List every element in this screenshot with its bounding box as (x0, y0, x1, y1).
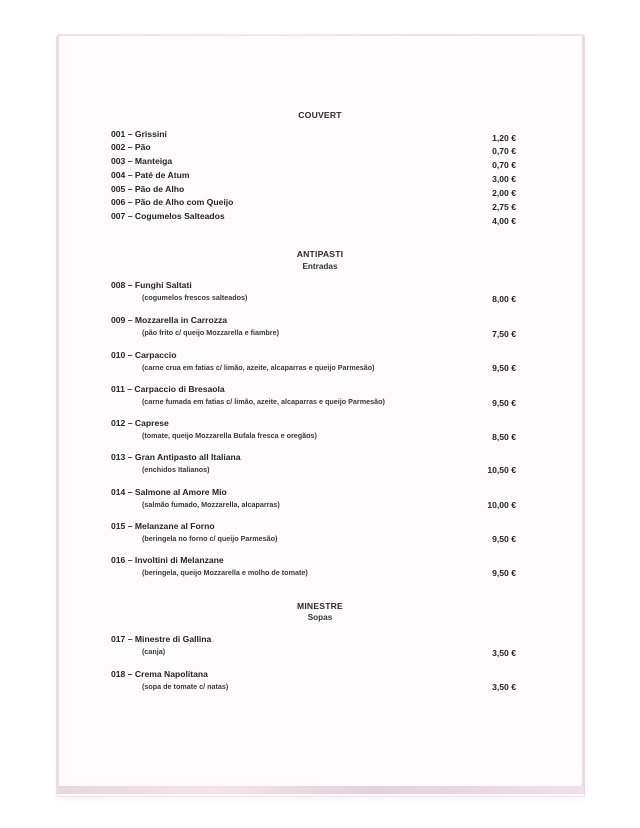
section-title-minestre: MINESTRE (296, 601, 343, 611)
menu-item (111, 279, 516, 304)
menu-item (111, 183, 516, 198)
item-name: 018 – Crema Napolitana (111, 669, 208, 679)
sheet-bottom-edge (58, 786, 584, 794)
item-description: (carne fumada em fatias c/ limão, azeite, alcaparras e queijo Parmesão) (142, 397, 385, 406)
menu-item (111, 633, 516, 658)
item-description: (enchidos Italianos) (142, 465, 210, 474)
item-price: 9,50 € (492, 363, 516, 373)
item-description: (tomate, queijo Mozzarella Bufala fresca e oregãos) (142, 431, 317, 440)
item-price: 1,20 € (492, 133, 516, 143)
menu-item (111, 128, 516, 143)
section-subtitle-entradas: Entradas (302, 262, 338, 271)
item-price: 3,50 € (492, 682, 516, 692)
sheet-right-edge (582, 36, 585, 794)
item-description: (beringela, queijo Mozzarella e molho de tomate) (142, 568, 308, 577)
section-title-couvert: COUVERT (298, 110, 342, 120)
item-price: 0,70 € (492, 146, 516, 156)
item-name: 015 – Melanzane al Forno (111, 521, 215, 531)
item-price: 8,50 € (492, 432, 516, 442)
item-price: 3,00 € (492, 174, 516, 184)
item-description: (salmão fumado, Mozzarella, alcaparras) (142, 500, 280, 509)
item-name: 010 – Carpaccio (111, 350, 177, 360)
item-name: 007 – Cogumelos Salteados (111, 211, 225, 221)
menu-item (111, 349, 516, 373)
item-price: 10,00 € (487, 500, 516, 510)
item-price: 2,75 € (492, 202, 516, 212)
sheet-left-edge (56, 36, 59, 794)
item-price: 8,00 € (492, 294, 516, 304)
item-name: 005 – Pão de Alho (111, 184, 185, 194)
item-name: 017 – Minestre di Gallina (111, 634, 212, 644)
item-price: 9,50 € (492, 534, 516, 544)
item-name: 003 – Manteiga (111, 156, 173, 166)
item-price: 9,50 € (492, 398, 516, 408)
item-price: 3,50 € (492, 648, 516, 658)
item-name: 008 – Funghi Saltati (111, 280, 192, 290)
menu-item (111, 141, 516, 156)
item-description: (cogumelos frescos salteados) (142, 293, 248, 302)
section-title-antipasti: ANTIPASTI (296, 249, 344, 259)
item-price: 4,00 € (492, 216, 516, 226)
item-name: 013 – Gran Antipasto all Italiana (111, 452, 241, 462)
section-subtitle-sopas: Sopas (307, 613, 333, 622)
item-name: 014 – Salmone al Amore Mio (111, 487, 227, 497)
item-description: (carne crua em fatias c/ limão, azeite, alcaparras e queijo Parmesão) (142, 363, 375, 372)
menu-item (111, 169, 516, 184)
item-description: (sopa de tomate c/ natas) (142, 682, 229, 691)
item-description: (canja) (142, 647, 166, 656)
menu-item (111, 668, 516, 692)
item-name: 004 – Paté de Atum (111, 170, 190, 180)
menu-item (111, 451, 516, 475)
item-price: 9,50 € (492, 568, 516, 578)
item-name: 012 – Caprese (111, 418, 169, 428)
item-name: 002 – Pão (111, 142, 151, 152)
item-name: 009 – Mozzarella in Carrozza (111, 315, 228, 325)
item-name: 016 – Involtini di Melanzane (111, 555, 224, 565)
menu-item (111, 155, 516, 170)
menu-item (111, 486, 516, 510)
menu-item (111, 417, 516, 442)
item-name: 001 – Grissini (111, 129, 167, 139)
menu-item (111, 520, 516, 544)
item-price: 0,70 € (492, 160, 516, 170)
item-name: 011 – Carpaccio di Bresaola (111, 384, 225, 394)
menu-item (111, 383, 516, 408)
menu-item (111, 314, 516, 339)
item-description: (beringela no forno c/ queijo Parmesão) (142, 534, 278, 543)
menu-item (111, 554, 516, 578)
item-price: 7,50 € (492, 329, 516, 339)
item-price: 2,00 € (492, 188, 516, 198)
item-name: 006 – Pão de Alho com Queijo (111, 197, 234, 207)
item-description: (pão frito c/ queijo Mozzarella e fiambre) (142, 328, 279, 337)
menu-item (111, 196, 516, 212)
item-price: 10,50 € (487, 465, 516, 475)
menu-item (111, 210, 516, 226)
